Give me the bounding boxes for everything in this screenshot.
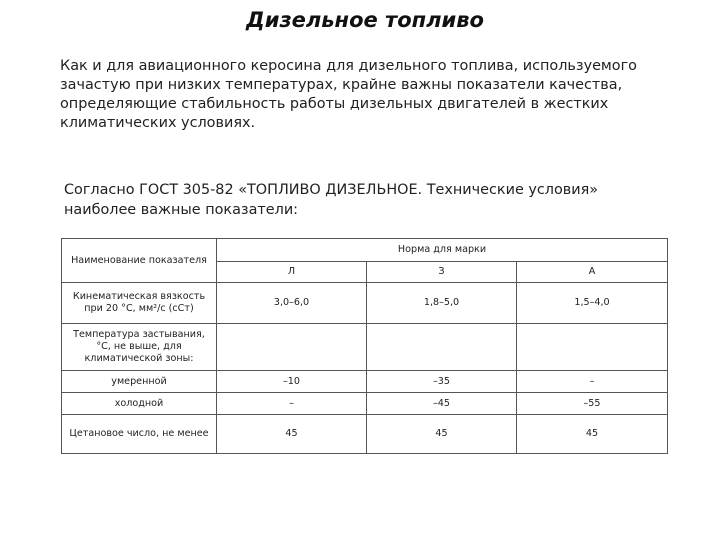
row-label: Кинематическая вязкость при 20 °С, мм²/с (сСт): [62, 283, 217, 324]
gost-paragraph: [64, 180, 664, 220]
value-cell: [517, 324, 668, 371]
value-cell: 45: [367, 415, 517, 454]
gost-tail: наиболее важные показатели:: [64, 202, 299, 218]
table-row: [62, 283, 668, 324]
gost-name: ТОПЛИВО ДИЗЕЛЬНОЕ. Технические условия: [247, 182, 590, 198]
grade-cell: Л: [217, 262, 367, 283]
header-norm-cell: Норма для марки: [217, 239, 668, 262]
table-row: [62, 324, 668, 371]
value-cell: –: [217, 393, 367, 415]
gost-suffix: »: [589, 182, 599, 198]
value-cell: 1,5–4,0: [517, 283, 668, 324]
table-row: [62, 393, 668, 415]
value-cell: 45: [217, 415, 367, 454]
value-cell: 1,8–5,0: [367, 283, 517, 324]
fuel-spec-table: [61, 238, 668, 454]
slide-title: Дизельное топливо: [246, 8, 484, 32]
value-cell: 3,0–6,0: [217, 283, 367, 324]
value-cell: [367, 324, 517, 371]
value-cell: –55: [517, 393, 668, 415]
intro-paragraph: Как и для авиационного керосина для дизельного топлива, используемого зачастую при низких температурах, крайне важны показатели качества, определяющие стабильность работы дизельных двигателей в жестких климатических условиях.: [60, 58, 637, 131]
grade-cell: З: [367, 262, 517, 283]
value-cell: 45: [517, 415, 668, 454]
table-row: [62, 371, 668, 393]
row-label: Температура застывания, °С, не выше, для климатической зоны:: [62, 324, 217, 371]
table-header-row: [62, 239, 668, 262]
value-cell: –10: [217, 371, 367, 393]
value-cell: –: [517, 371, 668, 393]
row-label: Цетановое число, не менее: [62, 415, 217, 454]
grade-cell: А: [517, 262, 668, 283]
gost-prefix: Согласно ГОСТ 305-82 «: [64, 182, 247, 198]
row-label: умеренной: [62, 371, 217, 393]
value-cell: –45: [367, 393, 517, 415]
table-row: [62, 415, 668, 454]
value-cell: [217, 324, 367, 371]
header-param-cell: Наименование показателя: [62, 239, 217, 283]
value-cell: –35: [367, 371, 517, 393]
row-label: холодной: [62, 393, 217, 415]
